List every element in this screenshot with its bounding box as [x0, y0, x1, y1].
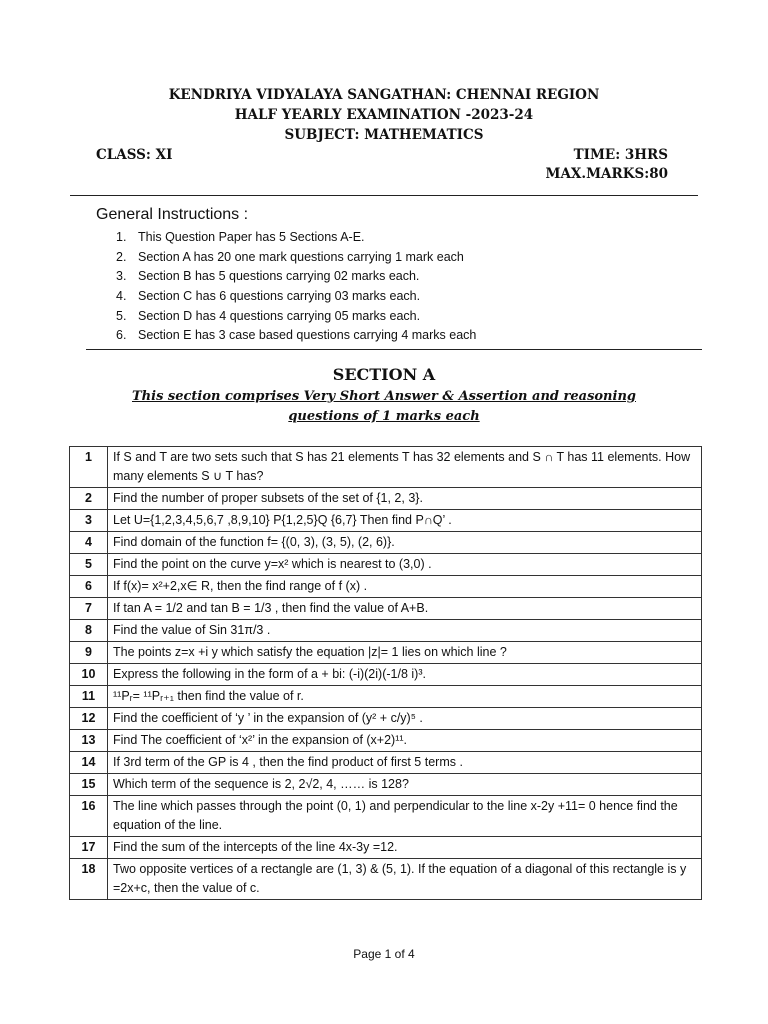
question-number: 3: [70, 510, 108, 532]
question-number: 12: [70, 708, 108, 730]
question-text: Find The coefficient of ‘x²’ in the expansion of (x+2)¹¹.: [108, 730, 702, 752]
question-row: [70, 642, 702, 664]
question-text: Two opposite vertices of a rectangle are (1, 3) & (5, 1). If the equation of a diagonal of this rectangle is y =2x+c, then the value of c.: [108, 859, 702, 900]
question-text: Find the sum of the intercepts of the line 4x-3y =12.: [108, 837, 702, 859]
question-row: [70, 708, 702, 730]
question-row: [70, 686, 702, 708]
question-number: 10: [70, 664, 108, 686]
time-label: TIME: 3HRS: [573, 147, 668, 163]
instructions-title: General Instructions :: [96, 206, 249, 223]
question-row: [70, 532, 702, 554]
question-row: [70, 510, 702, 532]
question-number: 1: [70, 447, 108, 488]
question-text: Let U={1,2,3,4,5,6,7 ,8,9,10} P{1,2,5}Q {6,7} Then find P∩Q’ .: [108, 510, 702, 532]
question-row: [70, 447, 702, 488]
instruction-number: 4.: [116, 289, 127, 304]
question-text: Find the point on the curve y=x² which is nearest to (3,0) .: [108, 554, 702, 576]
page-footer: Page 1 of 4: [353, 947, 415, 961]
question-text: Find the number of proper subsets of the set of {1, 2, 3}.: [108, 488, 702, 510]
question-text: ¹¹Pᵣ= ¹¹Pᵣ₊₁ then find the value of r.: [108, 686, 702, 708]
instructions-list: [116, 228, 476, 346]
instruction-item: [116, 287, 476, 307]
instruction-text: Section B has 5 questions carrying 02 marks each.: [138, 269, 420, 284]
instruction-item: [116, 267, 476, 287]
instruction-item: [116, 326, 476, 346]
question-number: 16: [70, 796, 108, 837]
question-number: 6: [70, 576, 108, 598]
question-row: [70, 774, 702, 796]
question-number: 5: [70, 554, 108, 576]
question-row: [70, 752, 702, 774]
question-text: Find the value of Sin 31π/3 .: [108, 620, 702, 642]
instruction-text: Section A has 20 one mark questions carrying 1 mark each: [138, 249, 464, 264]
question-number: 13: [70, 730, 108, 752]
instruction-text: Section E has 3 case based questions carrying 4 marks each: [138, 328, 477, 343]
questions-table: [69, 446, 702, 900]
instruction-number: 6.: [116, 328, 127, 343]
instruction-number: 2.: [116, 249, 127, 264]
question-number: 15: [70, 774, 108, 796]
question-text: Find domain of the function f= {(0, 3), (3, 5), (2, 6)}.: [108, 532, 702, 554]
question-row: [70, 859, 702, 900]
question-row: [70, 576, 702, 598]
instructions-divider: [86, 349, 702, 350]
section-title: SECTION A: [332, 365, 436, 384]
question-number: 2: [70, 488, 108, 510]
header-line-3: SUBJECT: MATHEMATICS: [284, 127, 484, 143]
header-divider: [70, 195, 698, 196]
question-text: If tan A = 1/2 and tan B = 1/3 , then find the value of A+B.: [108, 598, 702, 620]
question-number: 9: [70, 642, 108, 664]
question-row: [70, 488, 702, 510]
question-number: 4: [70, 532, 108, 554]
question-number: 8: [70, 620, 108, 642]
question-text: Find the coefficient of ‘y ’ in the expansion of (y² + c/y)⁵ .: [108, 708, 702, 730]
question-number: 14: [70, 752, 108, 774]
section-description: This section comprises Very Short Answer & Assertion and reasoning questions of 1 marks each: [132, 389, 636, 424]
question-text: If S and T are two sets such that S has 21 elements T has 32 elements and S ∩ T has 11 elements. How many elements S ∪ T has?: [108, 447, 702, 488]
question-text: If f(x)= x²+2,x∈ R, then the find range of f (x) .: [108, 576, 702, 598]
header-line-2: HALF YEARLY EXAMINATION -2023-24: [234, 107, 534, 123]
instruction-number: 3.: [116, 269, 127, 284]
question-row: [70, 598, 702, 620]
instruction-text: Section C has 6 questions carrying 03 marks each.: [138, 289, 421, 304]
question-row: [70, 554, 702, 576]
question-text: If 3rd term of the GP is 4 , then the find product of first 5 terms .: [108, 752, 702, 774]
question-number: 18: [70, 859, 108, 900]
question-text: Which term of the sequence is 2, 2√2, 4, …… is 128?: [108, 774, 702, 796]
instruction-text: This Question Paper has 5 Sections A-E.: [138, 230, 365, 244]
question-text: The line which passes through the point (0, 1) and perpendicular to the line x-2y +11= 0 hence find the equation of the line.: [108, 796, 702, 837]
question-text: Express the following in the form of a + bi: (-i)(2i)(-1/8 i)³.: [108, 664, 702, 686]
question-row: [70, 730, 702, 752]
instruction-item: [116, 307, 476, 327]
question-row: [70, 664, 702, 686]
question-number: 11: [70, 686, 108, 708]
question-number: 7: [70, 598, 108, 620]
question-row: [70, 796, 702, 837]
question-number: 17: [70, 837, 108, 859]
question-row: [70, 620, 702, 642]
instruction-number: 5.: [116, 308, 127, 323]
instruction-number: 1.: [116, 230, 127, 244]
max-marks-label: MAX.MARKS:80: [545, 166, 668, 182]
instruction-item: [116, 248, 476, 268]
instruction-item: [116, 228, 476, 248]
question-text: The points z=x +i y which satisfy the equation |z|= 1 lies on which line ?: [108, 642, 702, 664]
question-row: [70, 837, 702, 859]
class-label: CLASS: XI: [96, 147, 173, 163]
instruction-text: Section D has 4 questions carrying 05 marks each.: [138, 308, 421, 323]
header-line-1: KENDRIYA VIDYALAYA SANGATHAN: CHENNAI REGION: [168, 87, 600, 103]
